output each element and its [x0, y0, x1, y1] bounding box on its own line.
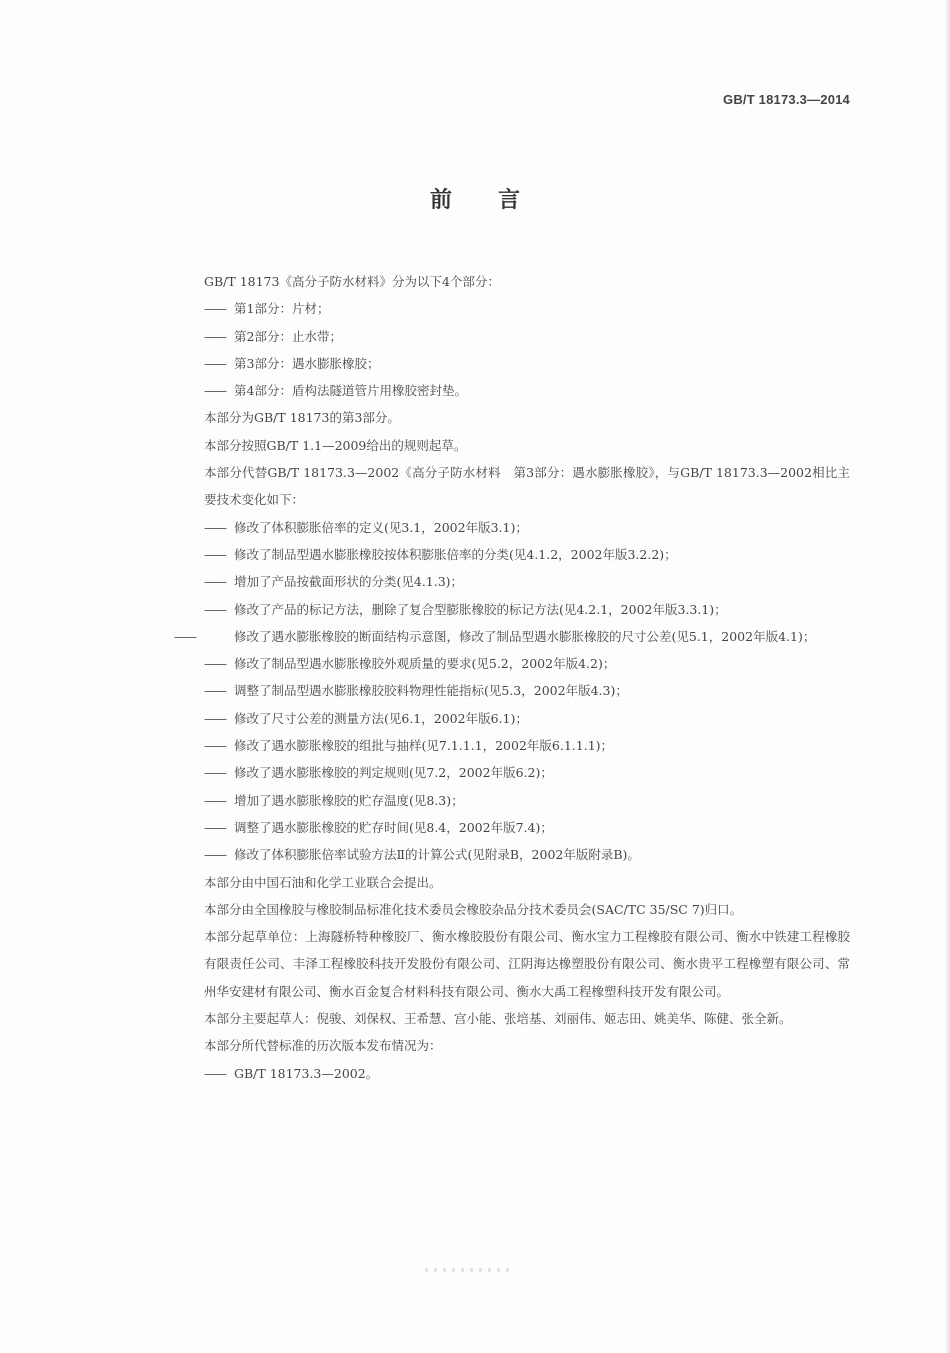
- list-item: [174, 677, 850, 704]
- list-item: [174, 350, 850, 377]
- paragraph-replacement: 本部分代替GB/T 18173.3—2002《高分子防水材料 第3部分：遇水膨胀橡胶》，与GB/T 18173.3—2002相比主要技术变化如下：: [204, 465, 850, 508]
- list-item: [174, 295, 850, 322]
- paragraph-drafting-rules: 本部分按照GB/T 1.1—2009给出的规则起草。: [204, 437, 467, 453]
- paragraph-part-statement: 本部分为GB/T 18173的第3部分。: [204, 410, 400, 426]
- list-item: [174, 596, 850, 623]
- list-item: [174, 705, 850, 732]
- list-item: [174, 323, 850, 350]
- list-item: [174, 732, 850, 759]
- dash-prefix: ——: [204, 710, 225, 726]
- list-item-text: 第4部分：盾构法隧道管片用橡胶密封垫。: [234, 383, 467, 399]
- list-item: [174, 541, 850, 568]
- list-item-text: 第3部分：遇水膨胀橡胶；: [234, 355, 380, 371]
- dash-prefix: ——: [204, 1065, 225, 1081]
- list-item: [174, 1060, 850, 1087]
- dash-prefix: ——: [204, 355, 225, 371]
- list-item: [174, 568, 850, 595]
- page-title: 前言: [429, 188, 566, 213]
- list-item-text: 增加了产品按截面形状的分类(见4.1.3)；: [234, 574, 464, 590]
- list-item-text: 修改了制品型遇水膨胀橡胶按体积膨胀倍率的分类(见4.1.2，2002年版3.2.2)；: [234, 546, 677, 562]
- paragraph-proposed-by: 本部分由中国石油和化学工业联合会提出。: [204, 874, 442, 890]
- list-item: [174, 814, 850, 841]
- standard-number-header: GB/T 18173.3—2014: [723, 92, 850, 107]
- dash-prefix: ——: [204, 383, 225, 399]
- list-item: [174, 787, 850, 814]
- list-item-text: 修改了体积膨胀倍率的定义(见3.1，2002年版3.1)；: [234, 519, 528, 535]
- list-item-text: 修改了体积膨胀倍率试验方法Ⅱ的计算公式(见附录B，2002年版附录B)。: [234, 847, 640, 863]
- list-item-text: 修改了制品型遇水膨胀橡胶外观质量的要求(见5.2，2002年版4.2)；: [234, 656, 616, 672]
- list-item: [174, 623, 850, 650]
- dash-prefix: ——: [204, 546, 225, 562]
- list-item: [174, 650, 850, 677]
- list-item-text: 修改了产品的标记方法，删除了复合型膨胀橡胶的标记方法(见4.2.1，2002年版3.3.1)；: [234, 601, 727, 617]
- scan-artifact: [425, 1268, 515, 1272]
- list-item-text: 调整了制品型遇水膨胀橡胶胶料物理性能指标(见5.3，2002年版4.3)；: [234, 683, 628, 699]
- list-item-text: 第2部分：止水带；: [234, 328, 342, 344]
- dash-prefix: ——: [204, 328, 225, 344]
- list-item: [174, 514, 850, 541]
- dash-prefix: ——: [204, 683, 225, 699]
- dash-prefix: ——: [204, 819, 225, 835]
- dash-prefix: ——: [204, 792, 225, 808]
- dash-prefix: ——: [204, 738, 225, 754]
- dash-prefix: ——: [204, 574, 225, 590]
- dash-prefix: ——: [204, 656, 225, 672]
- list-item-text: 修改了尺寸公差的测量方法(见6.1，2002年版6.1)；: [234, 710, 528, 726]
- list-item-text: 调整了遇水膨胀橡胶的贮存时间(见8.4，2002年版7.4)；: [234, 819, 553, 835]
- paragraph-under-jurisdiction: 本部分由全国橡胶与橡胶制品标准化技术委员会橡胶杂品分技术委员会(SAC/TC 35/SC 7)归口。: [204, 901, 743, 917]
- list-item: [174, 377, 850, 404]
- foreword-body: [174, 268, 850, 1087]
- paragraph-drafting-units: 本部分起草单位：上海隧桥特种橡胶厂、衡水橡胶股份有限公司、衡水宝力工程橡胶有限公司、衡水中铁建工程橡胶有限责任公司、丰泽工程橡胶科技开发股份有限公司、江阴海达橡塑股份有限公司、衡水贵平工程橡塑有限公司、常州华安建材有限公司、衡水百金复合材料科技有限公司、衡水大禹工程橡塑科技开发有限公司。: [204, 929, 850, 999]
- paragraph-drafters: 本部分主要起草人：倪骏、刘保权、王希慧、宫小能、张培基、刘丽伟、姬志田、姚美华、陈健、张全新。: [204, 1011, 792, 1027]
- dash-prefix: ——: [204, 765, 225, 781]
- list-item: [174, 759, 850, 786]
- paragraph-parts-intro: GB/T 18173《高分子防水材料》分为以下4个部分：: [204, 274, 500, 289]
- dash-prefix: ——: [204, 601, 225, 617]
- list-item-text: 第1部分：片材；: [234, 301, 330, 317]
- dash-prefix: ——: [204, 301, 225, 317]
- dash-prefix: ——: [174, 628, 195, 644]
- dash-prefix: ——: [204, 519, 225, 535]
- list-item-text: 增加了遇水膨胀橡胶的贮存温度(见8.3)；: [234, 792, 464, 808]
- list-item-text: GB/T 18173.3—2002。: [234, 1065, 379, 1081]
- dash-prefix: ——: [204, 847, 225, 863]
- list-item: [174, 841, 850, 868]
- list-item-text: 修改了遇水膨胀橡胶的判定规则(见7.2，2002年版6.2)；: [234, 765, 553, 781]
- list-item-text: 修改了遇水膨胀橡胶的组批与抽样(见7.1.1.1，2002年版6.1.1.1)；: [234, 738, 614, 754]
- paragraph-previous-editions: 本部分所代替标准的历次版本发布情况为：: [204, 1038, 442, 1054]
- list-item-text: 修改了遇水膨胀橡胶的断面结构示意图，修改了制品型遇水膨胀橡胶的尺寸公差(见5.1，2002年版4.1)；: [234, 628, 816, 644]
